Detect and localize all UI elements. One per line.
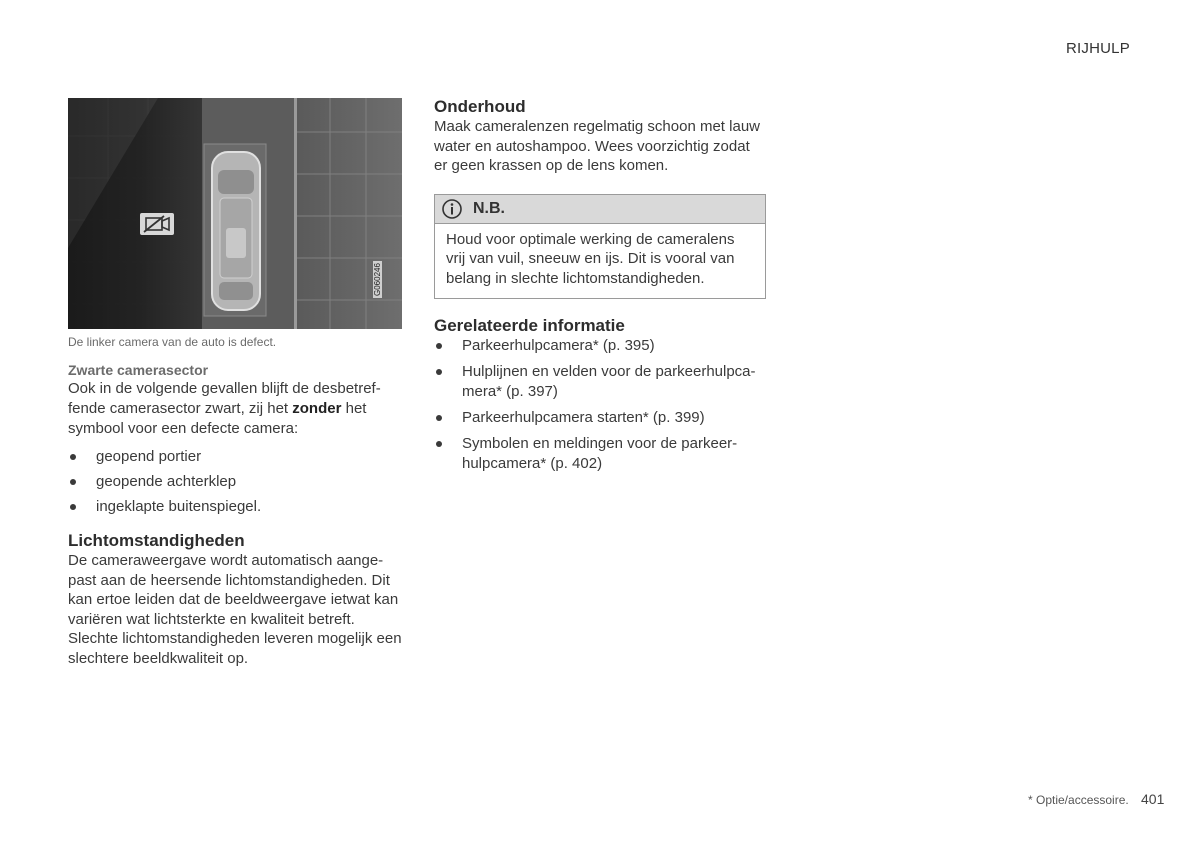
related-info-list — [434, 336, 766, 474]
related-link[interactable]: Parkeerhulpcamera* (p. 395) — [434, 336, 766, 356]
figure-caption: De linker camera van de auto is defect. — [68, 335, 277, 349]
car-top-view — [212, 152, 260, 310]
section-label: RIJHULP — [1066, 40, 1130, 57]
black-sector-heading: Zwarte camerasector — [68, 362, 209, 378]
black-sector-list — [68, 447, 402, 517]
related-link[interactable]: Parkeerhulpcamera starten* (p. 399) — [434, 408, 766, 428]
left-column — [68, 98, 402, 669]
note-title: N.B. — [473, 199, 505, 217]
maintenance-heading: Onderhoud — [434, 97, 526, 116]
middle-column — [434, 96, 766, 474]
footer-note: * Optie/accessoire. — [1028, 793, 1129, 807]
camera-defect-icon — [140, 213, 174, 235]
note-header — [435, 195, 765, 224]
parking-camera-illustration — [68, 98, 402, 329]
note-text: Houd voor optimale werking de cameralens vrij van vuil, sneeuw en ijs. Dit is vooral van belang in slechte lichtomstandigheden. — [446, 230, 735, 287]
light-conditions-heading: Lichtomstandigheden — [68, 531, 245, 550]
related-link[interactable]: Hulplijnen en velden voor de parkeerhulpca-mera* (p. 397) — [434, 362, 766, 402]
page-number: 401 — [1141, 791, 1165, 807]
list-item: geopend portier — [68, 447, 402, 467]
black-sector-text: Ook in de volgende gevallen blijft de desbetref-fende camerasector zwart, zij het zonder het symbool voor een defecte camera: — [68, 380, 381, 437]
light-conditions-text: De cameraweergave wordt automatisch aange-past aan de heersende lichtomstandigheden. Dit kan ertoe leiden dat de beeldweergave ietwat kan variëren wat lichtsterkte en kwaliteit betreft. Slechte lichtomstandigheden leveren mogelijk een slechtere beeldkwaliteit op. — [68, 552, 402, 667]
related-info-heading: Gerelateerde informatie — [434, 316, 625, 335]
info-icon — [441, 198, 463, 220]
list-item: geopende achterklep — [68, 472, 402, 492]
maintenance-text: Maak cameralenzen regelmatig schoon met lauw water en autoshampoo. Wees voorzichtig zodat er geen krassen op de lens komen. — [434, 118, 760, 174]
related-link[interactable]: Symbolen en meldingen voor de parkeer-hulpcamera* (p. 402) — [434, 434, 766, 474]
figure-code: G060246 — [373, 263, 382, 296]
list-item: ingeklapte buitenspiegel. — [68, 497, 402, 517]
note-box — [434, 194, 766, 300]
camera-figure — [68, 98, 402, 329]
